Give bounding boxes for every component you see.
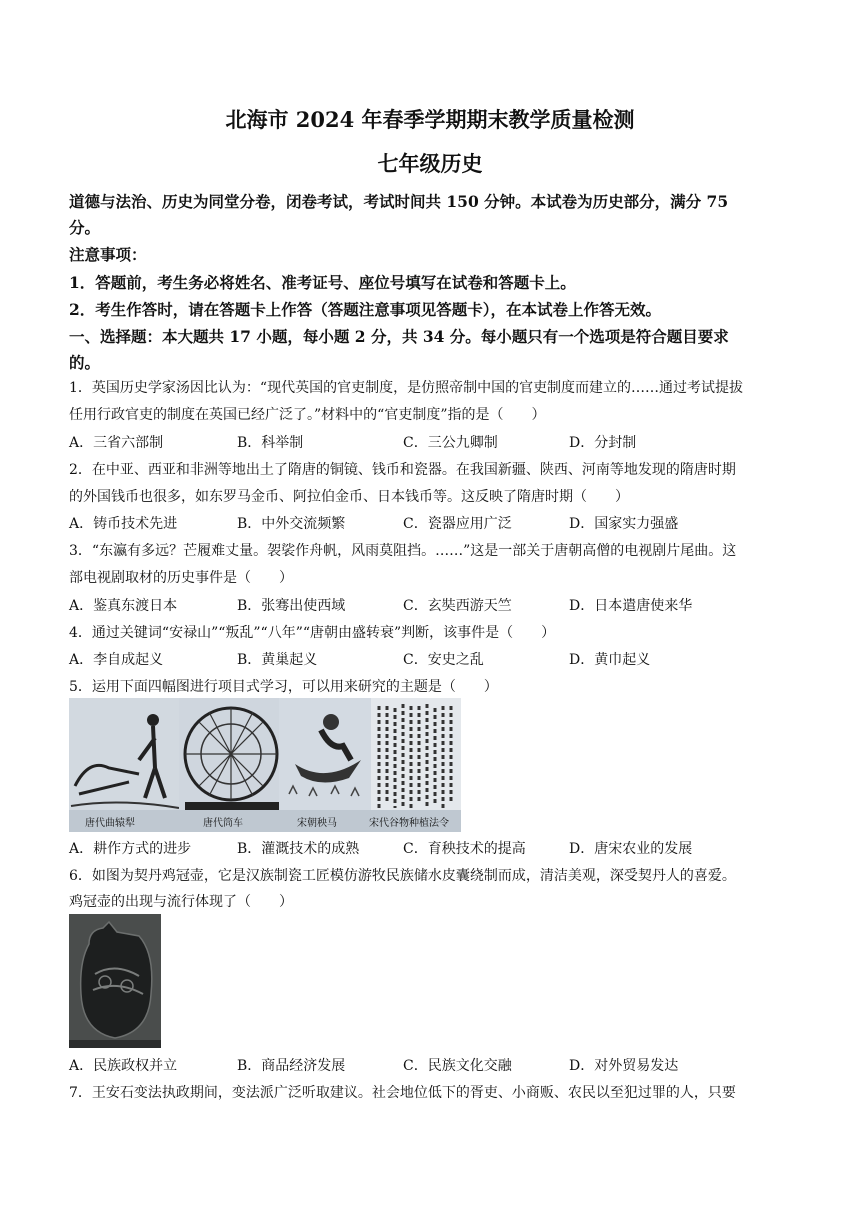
notice-title: 注意事项：	[69, 245, 147, 264]
option-b[interactable]: B．张骞出使西域	[237, 598, 346, 614]
option-c[interactable]: C．育秧技术的提高	[403, 841, 526, 857]
option-c[interactable]: C．玄奘西游天竺	[403, 598, 512, 614]
intro-line: 道德与法治、历史为同堂分卷，闭卷考试，考试时间共 150 分钟。本试卷为历史部分，满分 75	[69, 192, 729, 211]
section-heading: 一、选择题：本大题共 17 小题，每小题 2 分，共 34 分。每小题只有一个选项是符合题目要求	[69, 327, 729, 346]
question-text: 任用行政官吏的制度在英国已经广泛了。”材料中的“官吏制度”指的是（ ）	[69, 407, 546, 423]
option-b[interactable]: B．黄巢起义	[237, 652, 318, 668]
option-d[interactable]: D．唐宋农业的发展	[569, 841, 693, 857]
question-text: 4．通过关键词“安禄山”“叛乱”“八年”“唐朝由盛转衰”判断，该事件是（ ）	[69, 625, 556, 641]
cockscomb-pot-photo	[69, 914, 161, 1048]
option-b[interactable]: B．灌溉技术的成熟	[237, 841, 360, 857]
option-a[interactable]: A．民族政权并立	[69, 1058, 178, 1074]
question-text: 的外国钱币也很多，如东罗马金币、阿拉伯金币、日本钱币等。这反映了隋唐时期（ ）	[69, 489, 629, 505]
question-text: 6．如图为契丹鸡冠壶，它是汉族制瓷工匠模仿游牧民族储水皮囊绕制而成，清洁美观，深受契丹人的喜爱。	[69, 868, 736, 884]
exam-title: 北海市 2024 年春季学期期末教学质量检测	[225, 107, 635, 132]
question-text: 7．王安石变法执政期间，变法派广泛听取建议。社会地位低下的胥吏、小商贩、农民以至犯过罪的人，只要	[69, 1085, 736, 1101]
option-d[interactable]: D．日本遣唐使来华	[569, 598, 693, 614]
question-text: 3．“东瀛有多远？芒履难丈量。袈裟作舟帆，风雨莫阻挡。……”这是一部关于唐朝高僧的电视剧片尾曲。这	[69, 543, 737, 559]
option-b[interactable]: B．科举制	[237, 435, 304, 451]
option-c[interactable]: C．三公九卿制	[403, 435, 498, 451]
image-caption: 唐代筒车	[203, 818, 243, 829]
image-caption: 唐代曲辕犁	[85, 818, 135, 829]
option-d[interactable]: D．黄巾起义	[569, 652, 651, 668]
option-a[interactable]: A．铸币技术先进	[69, 516, 178, 532]
notice-item: 2．考生作答时，请在答题卡上作答（答题注意事项见答题卡），在本试卷上作答无效。	[69, 300, 662, 319]
option-c[interactable]: C．瓷器应用广泛	[403, 516, 512, 532]
section-heading: 的。	[69, 353, 101, 372]
question-text: 1．英国历史学家汤因比认为：“现代英国的官吏制度，是仿照帝制中国的官吏制度而建立的……通过考试提拔	[69, 380, 744, 396]
question-text: 2．在中亚、西亚和非洲等地出土了隋唐的铜镜、钱币和瓷器。在我国新疆、陕西、河南等地发现的隋唐时期	[69, 462, 736, 478]
image-caption: 宋朝秧马	[297, 818, 337, 829]
option-b[interactable]: B．中外交流频繁	[237, 516, 346, 532]
question-text: 部电视剧取材的历史事件是（ ）	[69, 570, 293, 586]
option-c[interactable]: C．安史之乱	[403, 652, 484, 668]
option-a[interactable]: A．三省六部制	[69, 435, 164, 451]
intro-line: 分。	[69, 218, 101, 237]
option-d[interactable]: D．分封制	[569, 435, 637, 451]
exam-subject: 七年级历史	[377, 151, 483, 176]
option-a[interactable]: A．耕作方式的进步	[69, 841, 192, 857]
question-text: 鸡冠壶的出现与流行体现了（ ）	[69, 894, 293, 910]
notice-item: 1．答题前，考生务必将姓名、准考证号、座位号填写在试卷和答题卡上。	[69, 273, 576, 292]
option-d[interactable]: D．国家实力强盛	[569, 516, 679, 532]
option-c[interactable]: C．民族文化交融	[403, 1058, 512, 1074]
option-a[interactable]: A．李自成起义	[69, 652, 164, 668]
question-text: 5．运用下面四幅图进行项目式学习，可以用来研究的主题是（ ）	[69, 679, 498, 695]
image-caption: 宋代谷物种植法令	[369, 818, 449, 829]
option-d[interactable]: D．对外贸易发达	[569, 1058, 679, 1074]
farming-images	[69, 698, 461, 832]
option-b[interactable]: B．商品经济发展	[237, 1058, 346, 1074]
option-a[interactable]: A．鉴真东渡日本	[69, 598, 178, 614]
